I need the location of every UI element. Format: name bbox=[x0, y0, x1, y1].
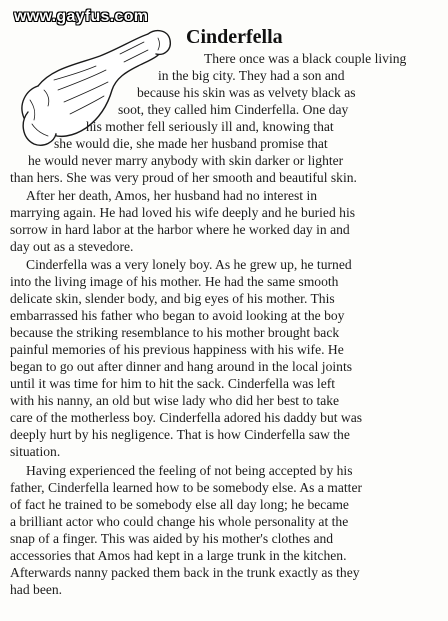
text-line: situation. bbox=[10, 444, 61, 459]
text-line: until it was time for him to hit the sack. Cinderfella was left bbox=[10, 376, 336, 391]
text-line: embarrassed his father who began to avoid looking at the boy bbox=[10, 308, 345, 323]
text-line: had been. bbox=[10, 582, 63, 597]
text-line: he would never marry anybody with skin darker or lighter bbox=[28, 153, 344, 168]
text-line: There once was a black couple living bbox=[204, 51, 407, 66]
text-line: snap of a finger. This was aided by his mother's clothes and bbox=[10, 531, 334, 546]
text-line: painful memories of his previous happiness with his wife. He bbox=[10, 342, 344, 357]
text-line: his mother fell seriously ill and, knowing that bbox=[86, 119, 334, 134]
text-line: soot, they called him Cinderfella. One day bbox=[118, 102, 349, 117]
story-title: Cinderfella bbox=[186, 26, 283, 48]
text-line: she would die, she made her husband promise that bbox=[54, 136, 328, 151]
text-line: with his nanny, an old but wise lady who did her best to take bbox=[10, 393, 340, 408]
text-line: of fact he trained to be somebody else all day long; he became bbox=[10, 497, 349, 512]
text-line: After her death, Amos, her husband had no interest in bbox=[26, 188, 318, 203]
text-line: a brilliant actor who could change his whole personality at the bbox=[10, 514, 349, 529]
text-line: than hers. She was very proud of her smooth and beautiful skin. bbox=[10, 170, 357, 185]
text-line: Afterwards nanny packed them back in the trunk exactly as they bbox=[10, 565, 360, 580]
text-line: in the big city. They had a son and bbox=[158, 68, 345, 83]
text-line: into the living image of his mother. He had the same smooth bbox=[10, 274, 339, 289]
text-line: accessories that Amos had kept in a large trunk in the kitchen. bbox=[10, 548, 347, 563]
text-line: because his skin was as velvety black as bbox=[137, 85, 356, 100]
text-line: began to go out after dinner and hang around in the local joints bbox=[10, 359, 353, 374]
text-line: father, Cinderfella learned how to be somebody else. As a matter bbox=[10, 480, 363, 495]
text-line: deeply hurt by his negligence. That is how Cinderfella saw the bbox=[10, 427, 350, 442]
text-line: because the striking resemblance to his mother brought back bbox=[10, 325, 340, 340]
site-watermark: www.gayfus.com bbox=[14, 8, 149, 25]
text-line: day out as a stevedore. bbox=[10, 239, 134, 254]
text-line: care of the motherless boy. Cinderfella adored his daddy but was bbox=[10, 410, 363, 425]
text-line: marrying again. He had loved his wife deeply and he buried his bbox=[10, 205, 356, 220]
text-line: sorrow in hard labor at the harbor where he worked day in and bbox=[10, 222, 350, 237]
text-line: delicate skin, slender body, and big eyes of his mother. This bbox=[10, 291, 335, 306]
text-line: Having experienced the feeling of not being accepted by his bbox=[26, 463, 353, 478]
text-line: Cinderfella was a very lonely boy. As he grew up, he turned bbox=[26, 257, 352, 272]
